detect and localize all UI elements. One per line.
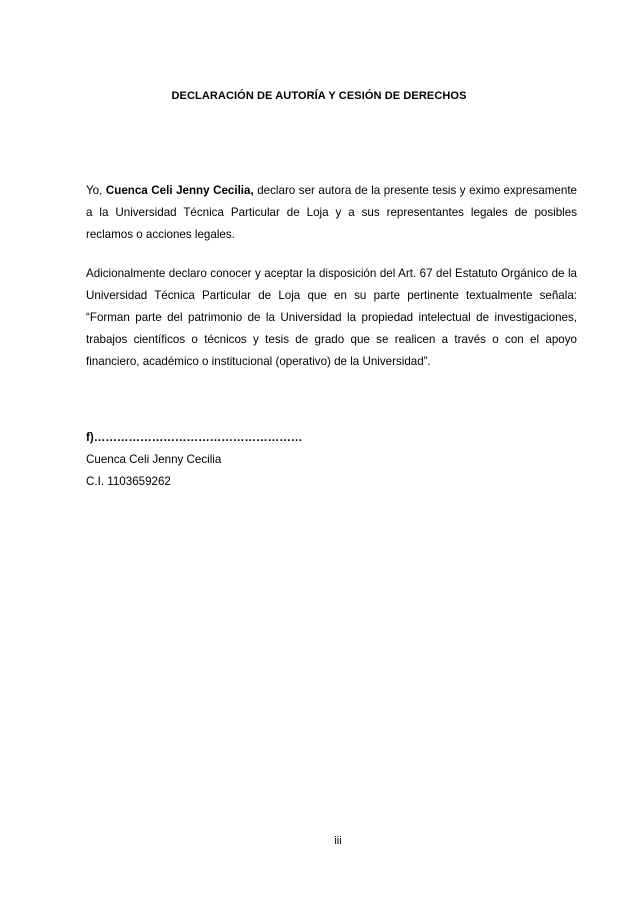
document-title: DECLARACIÓN DE AUTORÍA Y CESIÓN DE DERECHOS <box>171 90 467 102</box>
author-name-bold: Cuenca Celi Jenny Cecilia, <box>105 184 254 197</box>
declaration-text: declaro ser autora de la presente tesis y eximo expresamente a la Universidad Técnica Particular de Loja y a sus representantes legales de posibles reclamos o acciones legales. <box>86 184 577 241</box>
signature-name: Cuenca Celi Jenny Cecilia <box>86 453 222 466</box>
declaration-paragraph <box>86 180 577 246</box>
statute-paragraph: Adicionalmente declaro conocer y aceptar la disposición del Art. 67 del Estatuto Orgánico de la Universidad Técnica Particular de Loja que en su parte pertinente textualmente señala: “Forman parte del patrimonio de la Universidad la propiedad intelectual de investigaciones, trabajos científicos o técnicos y tesis de grado que se realicen a través o con el apoyo financiero, académico o institucional (operativo) de la Universidad”. <box>86 267 577 368</box>
declaration-prefix: Yo, <box>86 184 106 197</box>
signature-id: C.I. 1103659262 <box>86 475 171 488</box>
signature-line: f)……………………………………………… <box>86 431 303 444</box>
page-number: iii <box>334 835 342 847</box>
